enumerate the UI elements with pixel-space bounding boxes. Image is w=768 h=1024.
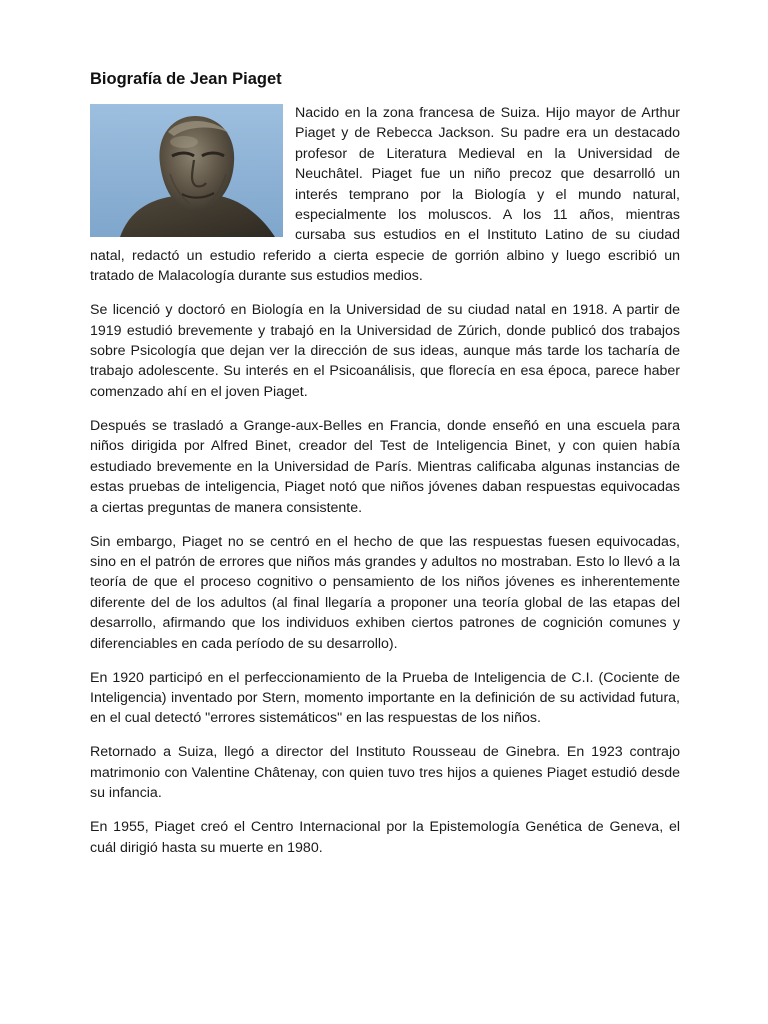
document-content: [90, 68, 680, 872]
paragraph-6: Retornado a Suiza, llegó a director del Instituto Rousseau de Ginebra. En 1923 contrajo matrimonio con Valentine Châtenay, con quien tuvo tres hijos a quienes Piaget estudió desde su infancia.: [90, 744, 680, 802]
piaget-bust-photo: [90, 104, 283, 237]
paragraph-4: Sin embargo, Piaget no se centró en el hecho de que las respuestas fuesen equivocadas, sino en el patrón de errores que niños más grandes y adultos no mostraban. Esto lo llevó a la teoría de que el proceso cognitivo o pensamiento de los niños jóvenes es inherentemente diferente del de los adultos (al final llegaría a proponer una teoría global de las etapas del desarrollo, afirmando que los individuos exhiben ciertos patrones de cognición comunes y diferenciables en cada período de su desarrollo).: [90, 533, 680, 652]
paragraph-1: Nacido en la zona francesa de Suiza. Hijo mayor de Arthur Piaget y de Rebecca Jackson. Su padre era un destacado profesor de Literatura Medieval en la Universidad de Neuchâtel. Piaget fue un niño precoz que desarrolló un interés temprano por la Biología y el mundo natural, especialmente los moluscos. A los 11 años, mientras cursaba sus estudios en el Instituto Latino de su ciudad natal, redactó un estudio referido a cierta especie de gorrión albino y luego escribió un tratado de Malacología durante sus estudios medios.: [90, 105, 680, 285]
paragraph-7: En 1955, Piaget creó el Centro Internacional por la Epistemología Genética de Geneva, el cuál dirigió hasta su muerte en 1980.: [90, 819, 680, 856]
paragraph-3: Después se trasladó a Grange-aux-Belles en Francia, donde enseñó en una escuela para niños dirigida por Alfred Binet, creador del Test de Inteligencia Binet, y con quien había estudiado brevemente en la Universidad de París. Mientras calificaba algunas instancias de estas pruebas de inteligencia, Piaget notó que niños jóvenes daban respuestas equivocadas a ciertas preguntas de manera consistente.: [90, 417, 680, 516]
paragraph-5: En 1920 participó en el perfeccionamiento de la Prueba de Inteligencia de C.I. (Cociente de Inteligencia) inventado por Stern, momento importante en la definición de su actividad futura, en el cual detectó "errores sistemáticos" en las respuestas de los niños.: [90, 669, 680, 727]
paragraph-2: Se licenció y doctoró en Biología en la Universidad de su ciudad natal en 1918. A partir de 1919 estudió brevemente y trabajó en la Universidad de Zúrich, donde publicó dos trabajos sobre Psicología que dejan ver la dirección de sus ideas, aunque más tarde los tacharía de trabajo adolescente. Su interés en el Psicoanálisis, que florecía en esa época, parece haber comenzado ahí en el joven Piaget.: [90, 302, 680, 400]
document-title: Biografía de Jean Piaget: [90, 70, 282, 88]
